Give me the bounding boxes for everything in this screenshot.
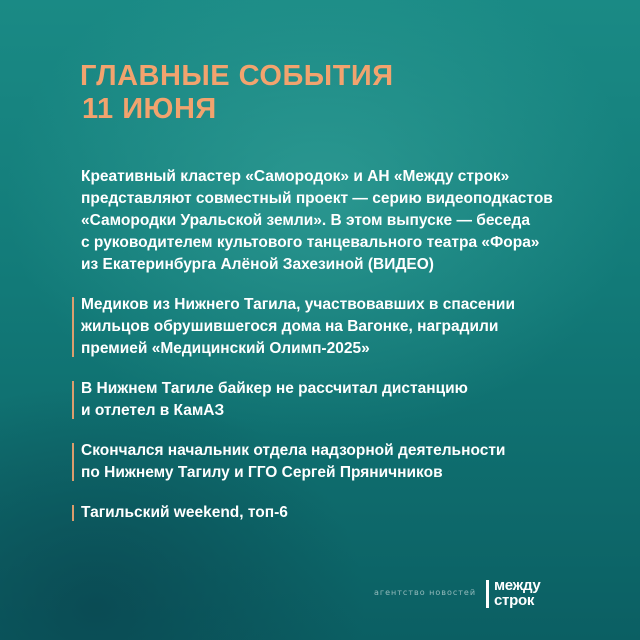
- news-item-text: Скончался начальник отдела надзорной деятельности по Нижнему Тагилу и ГГО Сергей Пряничников: [81, 442, 506, 481]
- news-item-text: Медиков из Нижнего Тагила, участвовавших в спасении жильцов обрушившегося дома на Вагонке, наградили премией «Медицинский Олимп-2025»: [81, 296, 515, 357]
- agency-label: агентство новостей: [374, 588, 477, 597]
- logo-text: между строк: [494, 577, 541, 609]
- news-item[interactable]: [72, 440, 592, 484]
- item-divider: [72, 505, 74, 521]
- news-item[interactable]: [72, 166, 592, 276]
- title-line-1: ГЛАВНЫЕ СОБЫТИЯ: [80, 60, 394, 92]
- news-item[interactable]: [72, 502, 592, 524]
- footer: [374, 578, 574, 618]
- news-list: [72, 166, 592, 542]
- item-divider: [72, 443, 74, 481]
- item-divider: [72, 297, 74, 357]
- page-title: [80, 60, 394, 126]
- news-item-text: В Нижнем Тагиле байкер не рассчитал дистанцию и отлетел в КамАЗ: [81, 380, 468, 419]
- item-divider: [72, 381, 74, 419]
- news-item[interactable]: [72, 294, 592, 360]
- title-line-2: 11 ИЮНЯ: [82, 93, 217, 125]
- news-item-text: Креативный кластер «Самородок» и АН «Между строк» представляют совместный проект — серию видеоподкастов «Самородки Уральской земли». В этом выпуске — беседа с руководителем культового танцевального театра «Фора» из Екатеринбурга Алёной Захезиной (ВИДЕО): [81, 168, 553, 273]
- news-item-text: Тагильский weekend, топ-6: [81, 504, 288, 521]
- logo-bar-icon: [486, 580, 489, 608]
- news-item[interactable]: [72, 378, 592, 422]
